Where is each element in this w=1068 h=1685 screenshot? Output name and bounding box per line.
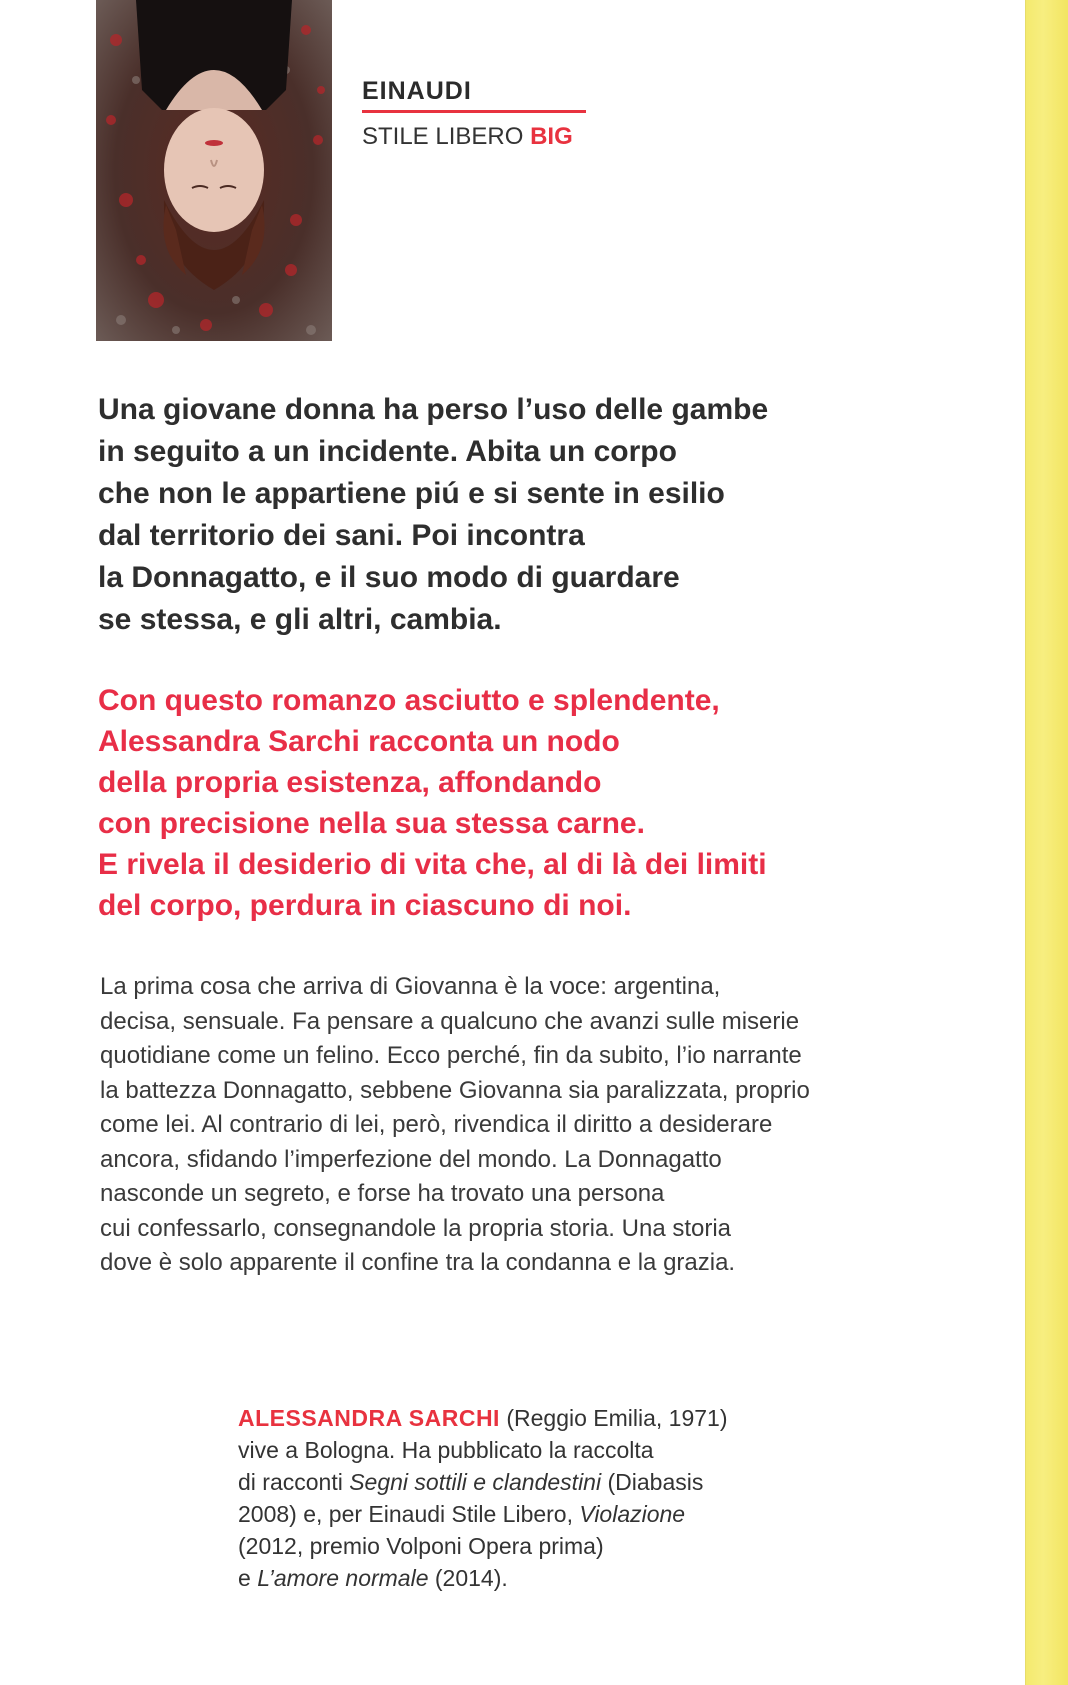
- author-bio-text: di racconti: [238, 1469, 350, 1495]
- author-bio: [238, 1402, 838, 1594]
- author-bio-text: e: [238, 1565, 258, 1591]
- synopsis-line: cui confessarlo, consegnandole la propria storia. Una storia: [100, 1214, 732, 1242]
- synopsis-line: nasconde un segreto, e forse ha trovato una persona: [100, 1180, 665, 1207]
- author-bio-line: vive a Bologna. Ha pubblicato la raccolta: [238, 1437, 654, 1463]
- synopsis-line: la battezza Donnagatto, sebbene Giovanna sia paralizzata, proprio: [100, 1076, 810, 1104]
- pitch-line: della propria esistenza, affondando: [98, 766, 602, 799]
- book-title: Violazione: [579, 1501, 686, 1527]
- hook-line: se stessa, e gli altri, cambia.: [98, 603, 502, 636]
- pitch-line: Con questo romanzo asciutto e splendente,: [98, 684, 720, 717]
- pitch-line: Alessandra Sarchi racconta un nodo: [98, 725, 620, 758]
- hook-line: Una giovane donna ha perso l’uso delle gambe: [98, 393, 769, 426]
- author-name: ALESSANDRA SARCHI: [238, 1405, 500, 1431]
- author-bio-text: (2014).: [428, 1565, 508, 1591]
- hook-paragraph: [98, 389, 978, 641]
- author-bio-line: [238, 1466, 838, 1498]
- series-label: STILE LIBERO: [362, 123, 524, 150]
- synopsis-line: dove è solo apparente il confine tra la condanna e la grazia.: [100, 1249, 736, 1276]
- publisher-block: [362, 76, 586, 151]
- book-title: L’amore normale: [257, 1565, 429, 1591]
- synopsis-paragraph: [100, 970, 1000, 1281]
- hook-line: in seguito a un incidente. Abita un corpo: [98, 435, 677, 468]
- pitch-line: E rivela il desiderio di vita che, al di là dei limiti: [98, 848, 767, 881]
- cover-photo-woman: [96, 0, 332, 341]
- pitch-line: del corpo, perdura in ciascuno di noi.: [98, 889, 632, 922]
- book-spine-edge: [1025, 0, 1068, 1685]
- synopsis-line: quotidiane come un felino. Ecco perché, fin da subito, l’io narrante: [100, 1042, 802, 1069]
- author-bio-line: [238, 1562, 838, 1594]
- author-birth: (Reggio Emilia, 1971): [499, 1405, 728, 1431]
- synopsis-line: come lei. Al contrario di lei, però, rivendica il diritto a desiderare: [100, 1111, 773, 1138]
- author-bio-line: [238, 1498, 838, 1530]
- pitch-paragraph: [98, 680, 998, 926]
- pitch-line: con precisione nella sua stessa carne.: [98, 807, 645, 840]
- author-bio-text: (Diabasis: [601, 1469, 704, 1495]
- author-bio-line: [238, 1402, 838, 1434]
- synopsis-line: ancora, sfidando l’imperfezione del mondo. La Donnagatto: [100, 1145, 722, 1173]
- publisher-name: EINAUDI: [362, 77, 472, 105]
- synopsis-line: decisa, sensuale. Fa pensare a qualcuno che avanzi sulle miserie: [100, 1007, 800, 1035]
- hook-line: la Donnagatto, e il suo modo di guardare: [98, 561, 680, 594]
- synopsis-line: La prima cosa che arriva di Giovanna è la voce: argentina,: [100, 973, 721, 1000]
- hook-line: dal territorio dei sani. Poi incontra: [98, 519, 585, 552]
- publisher-divider: [362, 110, 586, 113]
- series-name: [362, 123, 586, 151]
- series-highlight: BIG: [530, 123, 573, 150]
- author-bio-text: 2008) e, per Einaudi Stile Libero,: [238, 1501, 580, 1527]
- book-title: Segni sottili e clandestini: [349, 1469, 602, 1495]
- hook-line: che non le appartiene piú e si sente in esilio: [98, 477, 725, 510]
- author-bio-line: (2012, premio Volponi Opera prima): [238, 1533, 604, 1559]
